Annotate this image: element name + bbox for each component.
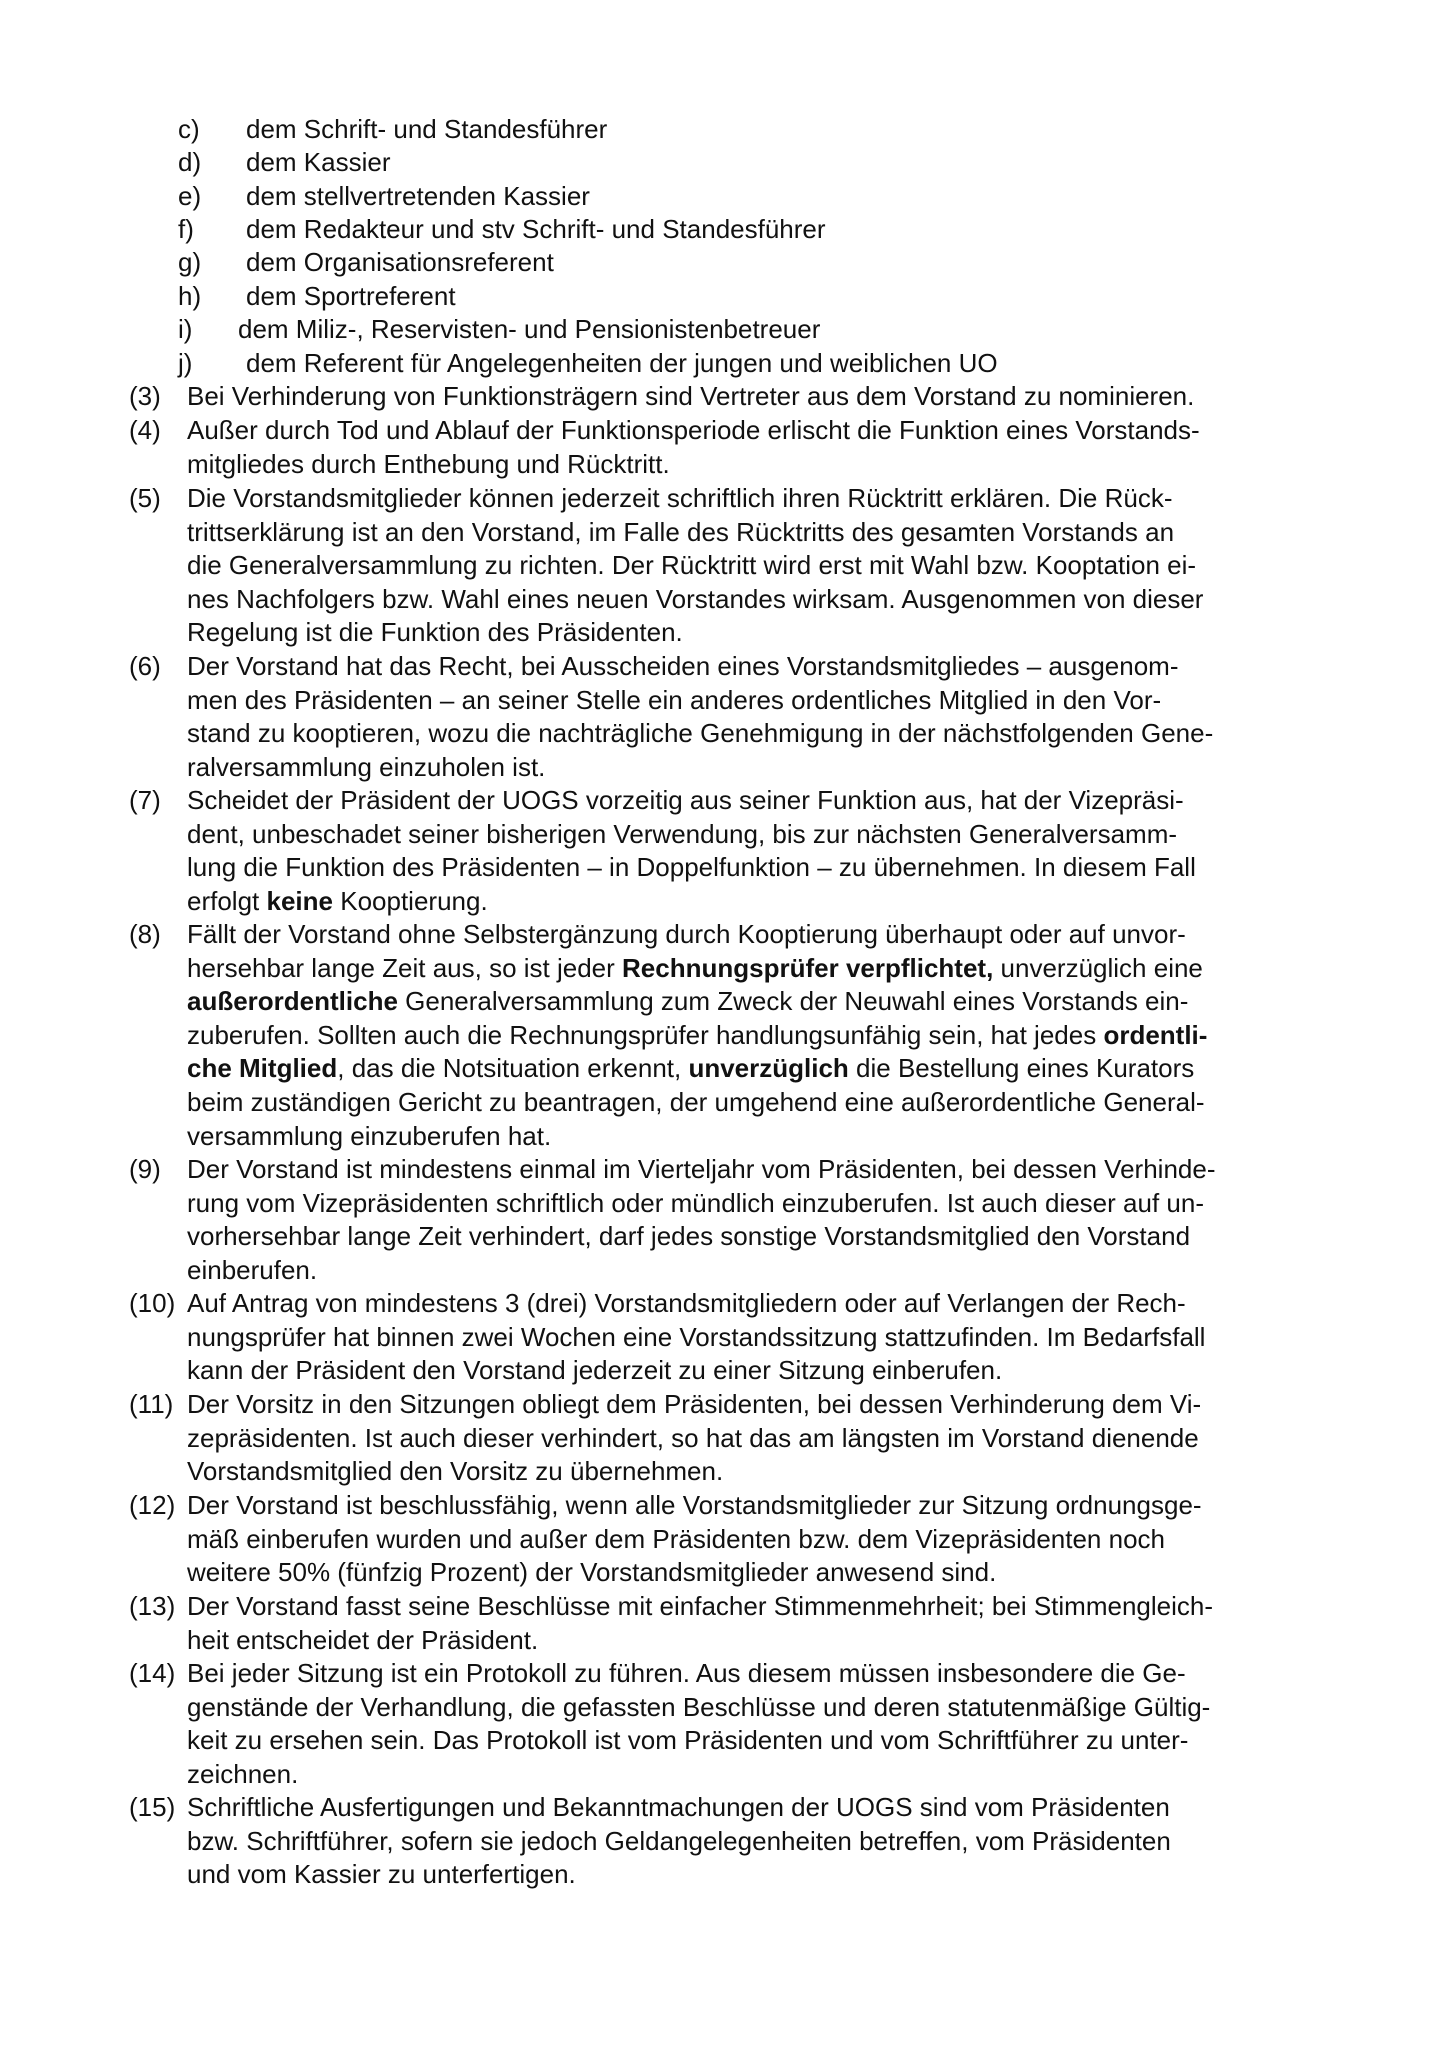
text-run: unverzüglich eine — [1000, 952, 1203, 983]
text-run: Kooptierung. — [333, 885, 488, 916]
paragraph-13 — [129, 1590, 1359, 1657]
list-label: h) — [178, 281, 202, 311]
text-run: Scheidet der Präsident der UOGS vorzeitig aus seiner Funktion aus, hat der Vizepräsi- dent, unbeschadet seiner bisherigen Verwendung, bis zur nächsten Generalversamm- lung die Funktion des Präsidenten – in Doppelfunktion – zu übernehmen. In diesem Fall erfolgt — [187, 785, 1196, 916]
paragraph-number: (8) — [129, 919, 161, 949]
list-text: dem Sportreferent — [246, 281, 456, 311]
paragraph-text: Der Vorstand fasst seine Beschlüsse mit einfacher Stimmenmehrheit; bei Stimmengleich- heit entscheidet der Präsident. — [187, 1591, 1213, 1655]
list-label: i) — [178, 314, 193, 344]
list-label: j) — [178, 348, 193, 378]
list-item-j — [178, 347, 998, 381]
bold-text-run: außerordentliche — [187, 986, 398, 1017]
text-run: die Bestellung eines Kurators beim zuständigen Gericht zu beantragen, der umgehend eine außerordentliche General- versammlung einzuberufen hat. — [187, 1053, 1205, 1151]
list-label: g) — [178, 247, 202, 277]
list-item-f — [178, 213, 826, 247]
paragraph-text — [129, 784, 1359, 918]
paragraph-11 — [129, 1388, 1359, 1489]
bold-text-run: unverzüglich — [688, 1053, 849, 1084]
paragraph-number: (11) — [129, 1389, 174, 1419]
list-text: dem Kassier — [246, 147, 391, 177]
paragraph-number: (6) — [129, 651, 161, 681]
bold-text-run: ordentli- che Mitglied — [187, 1019, 1208, 1084]
paragraph-8 — [129, 918, 1359, 1153]
paragraph-text: Der Vorstand ist beschlussfähig, wenn alle Vorstandsmitglieder zur Sitzung ordnungsge- mäß einberufen wurden und außer dem Präsidenten bzw. dem Vizepräsidenten noch weitere 50% (fünfzig Prozent) der Vorstandsmitglieder anwesend sind. — [187, 1490, 1202, 1588]
list-label: f) — [178, 214, 194, 244]
paragraph-text: Die Vorstandsmitglieder können jederzeit schriftlich ihren Rücktritt erklären. Die Rück- trittserklärung ist an den Vorstand, im Falle des Rücktritts des gesamten Vorstands an die Generalversammlung zu richten. Der Rücktritt wird erst mit Wahl bzw. Kooptation ei- nes Nachfolgers bzw. Wahl eines neuen Vorstandes wirksam. Ausgenommen von dieser Regelung ist die Funktion des Präsidenten. — [187, 483, 1204, 648]
paragraph-text: Der Vorsitz in den Sitzungen obliegt dem Präsidenten, bei dessen Verhinderung dem Vi- zepräsidenten. Ist auch dieser verhindert, so hat das am längsten im Vorstand dienende Vorstandsmitglied den Vorsitz zu übernehmen. — [187, 1389, 1202, 1487]
list-text: dem stellvertretenden Kassier — [246, 181, 590, 211]
list-item-d — [178, 146, 391, 180]
paragraph-text: Schriftliche Ausfertigungen und Bekanntmachungen der UOGS sind vom Präsidenten bzw. Schriftführer, sofern sie jedoch Geldangelegenheiten betreffen, vom Präsidenten und vom Kassier zu unterfertigen. — [187, 1792, 1171, 1890]
list-item-e — [178, 180, 590, 214]
bold-text-run: Rechnungsprüfer verpflichtet, — [622, 952, 994, 983]
list-text: dem Organisationsreferent — [246, 247, 554, 277]
paragraph-15 — [129, 1791, 1359, 1892]
list-text: dem Miliz-, Reservisten- und Pensionistenbetreuer — [238, 314, 821, 344]
paragraph-text: Bei Verhinderung von Funktionsträgern sind Vertreter aus dem Vorstand zu nominieren. — [187, 381, 1195, 411]
paragraph-text — [129, 918, 1359, 1153]
list-text: dem Referent für Angelegenheiten der jungen und weiblichen UO — [246, 348, 998, 378]
list-label: c) — [178, 114, 200, 144]
bold-text-run: keine — [266, 885, 333, 916]
paragraph-12 — [129, 1489, 1359, 1590]
paragraph-text: Bei jeder Sitzung ist ein Protokoll zu führen. Aus diesem müssen insbesondere die Ge- genstände der Verhandlung, die gefassten Beschlüsse und deren statutenmäßige Gültig- keit zu ersehen sein. Das Protokoll ist vom Präsidenten und vom Schriftführer zu unter- zeichnen. — [187, 1658, 1211, 1789]
paragraph-text: Auf Antrag von mindestens 3 (drei) Vorstandsmitgliedern oder auf Verlangen der Rech- nungsprüfer hat binnen zwei Wochen eine Vorstandssitzung stattzufinden. Im Bedarfsfall kann der Präsident den Vorstand jederzeit zu einer Sitzung einberufen. — [187, 1288, 1206, 1386]
list-item-c — [178, 113, 607, 147]
paragraph-number: (5) — [129, 483, 161, 513]
paragraph-number: (10) — [129, 1288, 176, 1318]
paragraph-6 — [129, 650, 1359, 784]
paragraph-10 — [129, 1287, 1359, 1388]
paragraph-number: (13) — [129, 1591, 176, 1621]
list-item-i — [178, 313, 820, 347]
list-text: dem Redakteur und stv Schrift- und Standesführer — [246, 214, 826, 244]
paragraph-number: (7) — [129, 785, 161, 815]
list-text: dem Schrift- und Standesführer — [246, 114, 608, 144]
paragraph-number: (3) — [129, 381, 161, 411]
paragraph-3 — [129, 380, 1359, 414]
text-run: , das die Notsituation erkennt, — [337, 1053, 689, 1084]
paragraph-text: Der Vorstand ist mindestens einmal im Vierteljahr vom Präsidenten, bei dessen Verhinde- rung vom Vizepräsidenten schriftlich oder mündlich einzuberufen. Ist auch dieser auf un- vorhersehbar lange Zeit verhindert, darf jedes sonstige Vorstandsmitglied den Vorstand einberufen. — [187, 1154, 1216, 1285]
paragraph-text: Außer durch Tod und Ablauf der Funktionsperiode erlischt die Funktion eines Vorstands- mitgliedes durch Enthebung und Rücktritt. — [187, 415, 1200, 479]
paragraph-5 — [129, 482, 1359, 650]
paragraph-14 — [129, 1657, 1359, 1791]
paragraph-number: (14) — [129, 1658, 176, 1688]
paragraph-number: (15) — [129, 1792, 176, 1822]
paragraph-number: (12) — [129, 1490, 176, 1520]
list-label: e) — [178, 181, 202, 211]
paragraph-number: (9) — [129, 1154, 161, 1184]
list-label: d) — [178, 147, 202, 177]
text-run: Fällt der Vorstand ohne Selbstergänzung durch Kooptierung überhaupt oder auf unvor- hersehbar lange Zeit aus, so ist jeder — [187, 919, 1186, 983]
paragraph-4 — [129, 414, 1359, 481]
text-run: Generalversammlung zum Zweck der Neuwahl eines Vorstands ein- zuberufen. Sollten auch die Rechnungsprüfer handlungsunfähig sein, hat jedes — [187, 986, 1189, 1050]
paragraph-9 — [129, 1153, 1359, 1287]
list-item-g — [178, 246, 554, 280]
paragraph-text: Der Vorstand hat das Recht, bei Ausscheiden eines Vorstandsmitgliedes – ausgenom- men des Präsidenten – an seiner Stelle ein anderes ordentliches Mitglied in den Vor- stand zu kooptieren, wozu die nachträgliche Genehmigung in der nächstfolgenden Gene- ralversammlung einzuholen ist. — [187, 651, 1214, 782]
paragraph-number: (4) — [129, 415, 161, 445]
paragraph-7 — [129, 784, 1359, 918]
list-item-h — [178, 280, 456, 314]
